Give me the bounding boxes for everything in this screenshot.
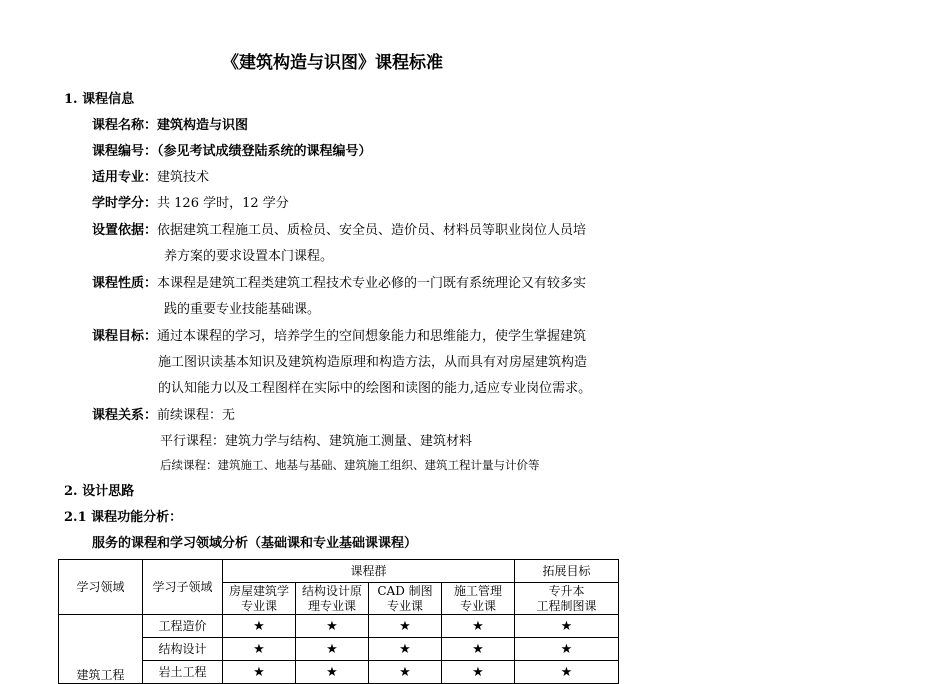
course-name-label: 课程名称：	[92, 118, 158, 133]
header-extension: 拓展目标	[515, 560, 619, 583]
major-label: 适用专业：	[92, 170, 158, 185]
star-mark: ★	[223, 661, 296, 684]
star-mark: ★	[515, 615, 619, 638]
subheader-cell	[296, 583, 369, 615]
star-mark: ★	[369, 638, 442, 661]
star-mark: ★	[442, 638, 515, 661]
subdomain-cell: 结构设计	[143, 638, 223, 661]
subdomain-cell: 工程造价	[143, 615, 223, 638]
goal-line-1	[92, 325, 586, 344]
subheader-text: 专业课	[459, 598, 496, 613]
relation-line-1	[92, 404, 235, 423]
star-mark: ★	[369, 661, 442, 684]
basis-text-2: 养方案的要求设置本门课程。	[164, 249, 334, 264]
subheader-cell	[515, 583, 619, 615]
domain-value: 建筑工程	[76, 668, 125, 682]
nature-text-1: 本课程是建筑工程类建筑工程技术专业必修的一门既有系统理论又有较多实	[157, 276, 587, 291]
course-name-line	[92, 114, 248, 133]
header-course-group: 课程群	[223, 560, 515, 583]
hours-label: 学时学分：	[92, 196, 158, 211]
course-code-value: （参见考试成绩登陆系统的课程编号）	[157, 144, 372, 159]
header-domain: 学习领域	[59, 560, 143, 615]
nature-text-2: 践的重要专业技能基础课。	[164, 302, 321, 317]
star-mark: ★	[296, 615, 369, 638]
table-row	[59, 661, 619, 684]
subheader-text: 专升本	[548, 583, 585, 598]
header-subdomain: 学习子领域	[143, 560, 223, 615]
basis-text-1: 依据建筑工程施工员、质检员、安全员、造价员、材料员等职业岗位人员培	[157, 223, 587, 238]
nature-label: 课程性质：	[92, 276, 158, 291]
subheader-text: 专业课	[240, 598, 277, 613]
hours-line	[92, 192, 289, 211]
basis-label: 设置依据：	[92, 223, 158, 238]
goal-text-3: 的认知能力以及工程图样在实际中的绘图和读图的能力,适应专业岗位需求。	[158, 381, 592, 396]
subheader-text: CAD 制图	[377, 583, 433, 598]
major-line	[92, 166, 209, 185]
star-mark: ★	[515, 661, 619, 684]
subheader-text: 结构设计原	[301, 583, 362, 598]
table-row	[59, 638, 619, 661]
star-mark: ★	[442, 661, 515, 684]
table-caption: 服务的课程和学习领域分析（基础课和专业基础课课程）	[92, 536, 418, 551]
course-code-label: 课程编号：	[92, 144, 158, 159]
subheader-cell	[442, 583, 515, 615]
subheader-cell	[369, 583, 442, 615]
star-mark: ★	[515, 638, 619, 661]
course-code-line	[92, 140, 372, 159]
subheader-cell	[223, 583, 296, 615]
nature-line-1	[92, 272, 586, 291]
star-mark: ★	[223, 638, 296, 661]
relation-post: 后续课程：建筑施工、地基与基础、建筑施工组织、建筑工程计量与计价等	[160, 458, 540, 472]
table-row	[59, 615, 619, 638]
subheader-text: 房屋建筑学	[228, 583, 289, 598]
subdomain-cell: 岩土工程	[143, 661, 223, 684]
section-heading-function-analysis: 2.1 课程功能分析：	[64, 510, 183, 525]
course-name-value: 建筑构造与识图	[157, 118, 249, 133]
basis-line-1	[92, 219, 586, 238]
star-mark: ★	[296, 638, 369, 661]
goal-label: 课程目标：	[92, 329, 158, 344]
subheader-text: 理专业课	[307, 598, 356, 613]
relation-label: 课程关系：	[92, 408, 158, 423]
subheader-text: 工程制图课	[536, 598, 597, 613]
section-heading-course-info: 1. 课程信息	[64, 92, 135, 107]
subheader-text: 专业课	[386, 598, 423, 613]
relation-pre: 前续课程：无	[157, 408, 236, 423]
major-value: 建筑技术	[157, 170, 210, 185]
section-heading-design: 2. 设计思路	[64, 484, 135, 499]
goal-text-2: 施工图识读基本知识及建筑构造原理和构造方法，从而具有对房屋建筑构造	[158, 355, 588, 370]
star-mark: ★	[369, 615, 442, 638]
star-mark: ★	[296, 661, 369, 684]
document-title: 《建筑构造与识图》课程标准	[222, 53, 443, 73]
subheader-text: 施工管理	[453, 583, 502, 598]
star-mark: ★	[223, 615, 296, 638]
course-analysis-table	[58, 559, 619, 684]
goal-text-1: 通过本课程的学习，培养学生的空间想象能力和思维能力，使学生掌握建筑	[157, 329, 587, 344]
relation-parallel: 平行课程：建筑力学与结构、建筑施工测量、建筑材料	[160, 434, 473, 449]
star-mark: ★	[442, 615, 515, 638]
table-header-row-1	[59, 560, 619, 583]
hours-value: 共 126 学时，12 学分	[157, 196, 289, 211]
domain-cell	[59, 615, 143, 684]
